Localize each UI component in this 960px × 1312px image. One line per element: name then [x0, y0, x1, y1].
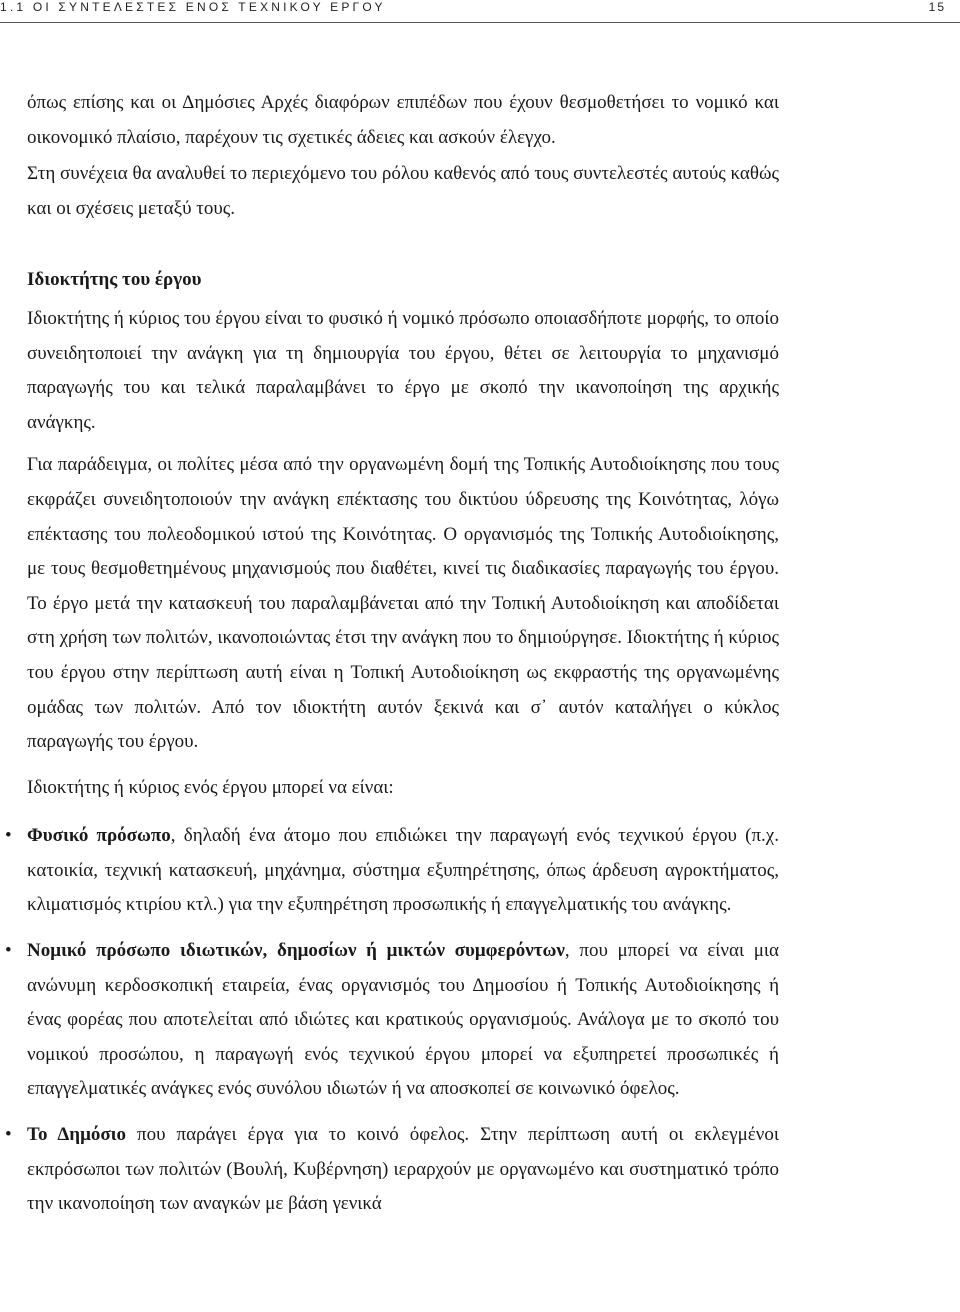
bullet-icon: • — [5, 825, 12, 847]
section-heading: Ιδιοκτήτης του έργου — [27, 269, 202, 291]
body-text — [5, 86, 779, 1233]
paragraph-definition: Ιδιοκτήτης ή κύριος του έργου είναι το φυσικό ή νομικό πρόσωπο οποιασδήποτε μορφής, το οποίο συνειδητοποιεί την ανάγκη για τη δημιουργία του έργου, θέτει σε λειτουργία το μηχανισμό παραγωγής του και τελικά παραλαμβάνει το έργο με σκοπό την ικανοποίηση της αρχικής ανάγκης. — [27, 307, 779, 433]
list-item-term: Το Δημόσιο — [27, 1124, 127, 1146]
paragraph-example: Για παράδειγμα, οι πολίτες μέσα από την οργανωμένη δομή της Τοπικής Αυτοδιοίκησης που τους εκφράζει συνειδητοποιούν την ανάγκη επέκτασης του δικτύου ύδρευσης της Κοινότητας, λόγω επέκτασης του πολεοδομικού ιστού της Κοινότητας. Ο οργανισμός της Τοπικής Αυτοδιοίκησης, με τους θεσμοθετημένους μηχανισμούς που διαθέτει, κινεί τις διαδικασίες παραγωγής του έργου. Το έργο μετά την κατασκευή του παραλαμβάνεται από την Τοπική Αυτοδιοίκηση και αποδίδεται στη χρήση των πολιτών, ικανοποιώντας έτσι την ανάγκη που το δημιούργησε. Ιδιοκτήτης ή κύριος του έργου στην περίπτωση αυτή είναι η Τοπική Αυτοδιοίκηση ως εκφραστής της οργανωμένης ομάδας των πολιτών. Από τον ιδιοκτήτη αυτόν ξεκινά και σ᾽ αυτόν καταλήγει ο κύκλος παραγωγής του έργου. — [27, 454, 779, 753]
list-item-description: , που μπορεί να είναι μια ανώνυμη κερδοσκοπική εταιρεία, ένας οργανισμός του Δημοσίου ή Τοπικής Αυτοδιοίκησης ή ένας φορέας που αποτελείται από ιδιώτες και κρατικούς οργανισμούς. Ανάλογα με το σκοπό του νομικού προσώπου, η παραγωγή ενός τεχνικού έργου μπορεί να εξυπηρετεί προσωπικές ή επαγγελματικές ανάγκες ενός συνόλου ιδιωτών ή να αποσκοπεί σε κοινωνικό όφελος. — [27, 940, 779, 1100]
list-item-description: , δηλαδή ένα άτομο που επιδιώκει την παραγωγή ενός τεχνικού έργου (π.χ. κατοικία, τεχνική κατασκευή, μηχάνημα, σύστημα εξυπηρέτησης, όπως άρδευση αγροκτήματος, κλιματισμός κτιρίου κτλ.) για την εξυπηρέτηση προσωπικής ή επαγγελματικής του ανάγκης. — [27, 825, 779, 916]
list-item — [5, 1118, 779, 1222]
list-item-term: Φυσικό πρόσωπο — [27, 825, 171, 847]
bullet-icon: • — [5, 940, 12, 962]
owner-types-list — [5, 819, 779, 1222]
list-introduction: Ιδιοκτήτης ή κύριος ενός έργου μπορεί να είναι: — [27, 776, 394, 798]
list-item — [5, 934, 779, 1107]
bullet-icon: • — [5, 1124, 12, 1146]
list-item-term: Νομικό πρόσωπο ιδιωτικών, δημοσίων ή μικτών συμφερόντων — [27, 940, 565, 962]
paragraph-continuation: όπως επίσης και οι Δημόσιες Αρχές διαφόρων επιπέδων που έχουν θεσμοθετήσει το νομικό και οικονομικό πλαίσιο, παρέχουν τις σχετικές άδειες και ασκούν έλεγχο. — [27, 92, 779, 148]
page-number: 15 — [928, 0, 946, 14]
paragraph-intro: Στη συνέχεια θα αναλυθεί το περιεχόμενο του ρόλου καθενός από τους συντελεστές αυτούς καθώς και οι σχέσεις μεταξύ τους. — [27, 163, 779, 219]
chapter-section-title: 1.1 ΟΙ ΣΥΝΤΕΛΕΣΤΕΣ ΕΝΟΣ ΤΕΧΝΙΚΟΥ ΕΡΓΟΥ — [0, 0, 386, 14]
list-item — [5, 819, 779, 923]
running-header — [0, 0, 960, 23]
list-item-description: που παράγει έργα για το κοινό όφελος. Στην περίπτωση αυτή οι εκλεγμένοι εκπρόσωποι των πολιτών (Βουλή, Κυβέρνηση) ιεραρχούν με οργανωμένο και συστηματικό τρόπο την ικανοποίηση των αναγκών με βάση γενικά — [27, 1124, 779, 1215]
